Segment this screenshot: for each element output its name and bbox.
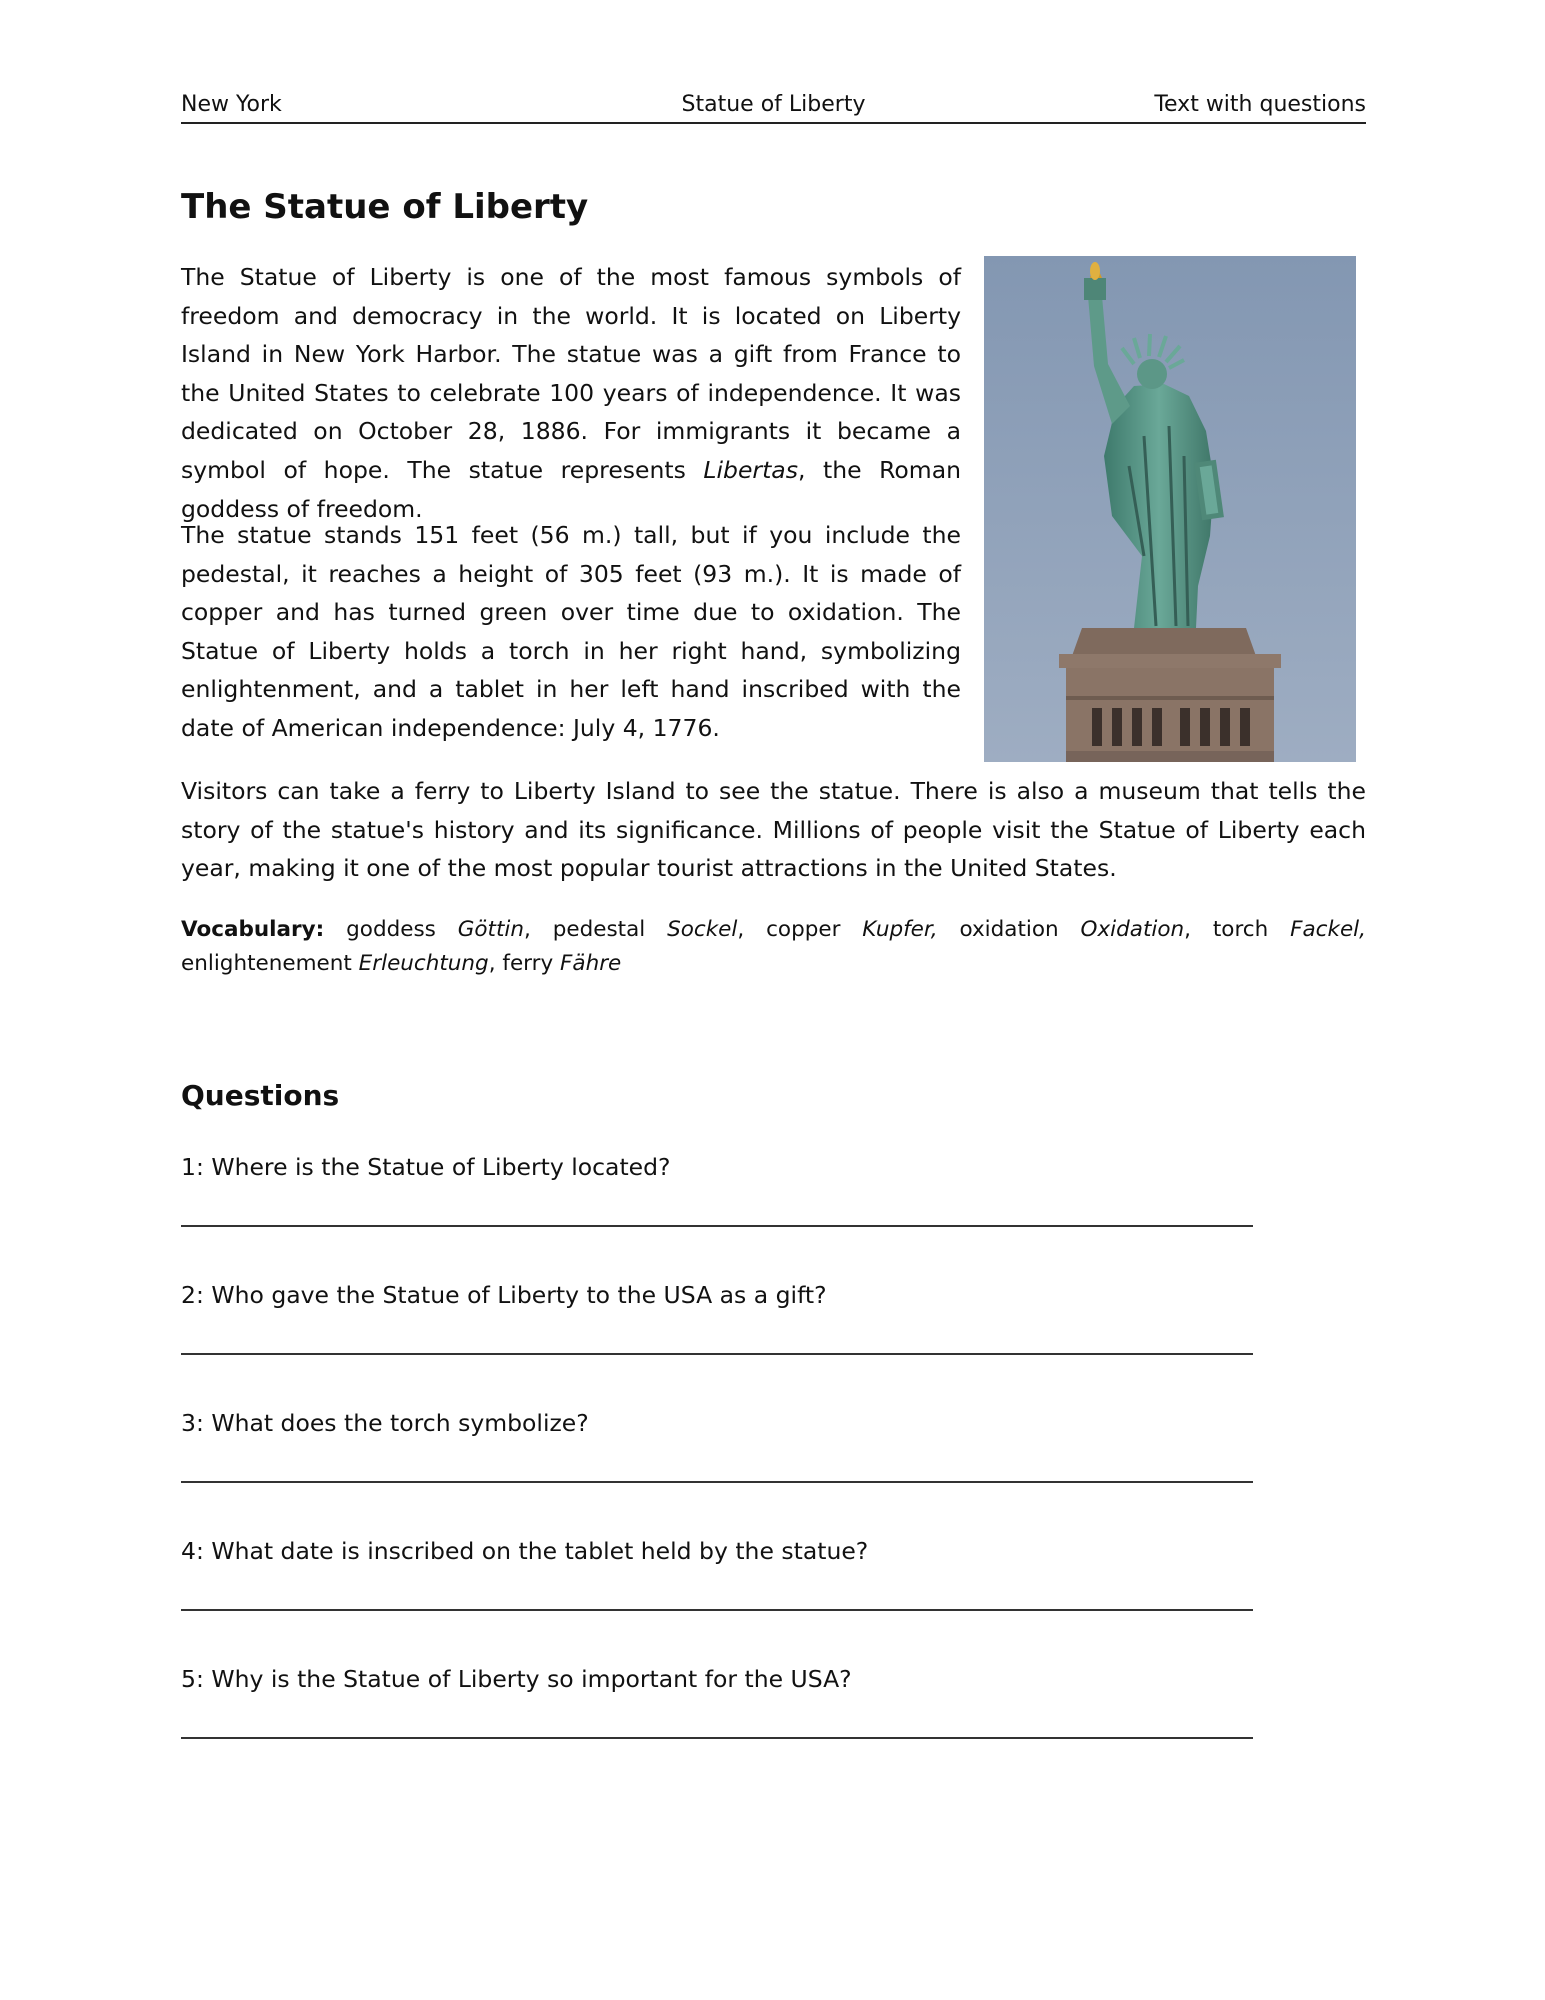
question-item xyxy=(181,1278,1381,1378)
question-item xyxy=(181,1150,1381,1250)
vocab-en: goddess xyxy=(346,917,436,942)
answer-line[interactable] xyxy=(181,1225,1253,1227)
vocab-en: pedestal xyxy=(552,917,646,942)
vocab-en: oxidation xyxy=(959,917,1059,942)
vocabulary-list: Vocabulary: goddess Göttin, pedestal Sockel, copper Kupfer, oxidation Oxidation, torch Fackel, enlightenement Erleuchtung, ferry Fähre xyxy=(181,917,1366,976)
question-item xyxy=(181,1662,1381,1762)
paragraph-visitors: Visitors can take a ferry to Liberty Island to see the statue. There is also a museum that tells the story of the statue's history and its significance. Millions of people visit the Statue of Liberty each year, making it one of the most popular tourist attractions in the United States. xyxy=(181,777,1366,883)
header-right: Text with questions xyxy=(1154,92,1366,117)
paragraph-intro-text: The Statue of Liberty is one of the most famous symbols of freedom and democracy in the world. It is located on Liberty Island in New York Harbor. The statue was a gift from France to the United States to celebrate 100 years of independence. It was dedicated on October 28, 1886. For immigrants it became a symbol of hope. The statue represents xyxy=(181,263,961,484)
vocab-en: copper xyxy=(766,917,841,942)
statue-of-liberty-photo xyxy=(984,256,1356,762)
vocab-de: Fackel, xyxy=(1290,917,1366,942)
question-text: 5: Why is the Statue of Liberty so important for the USA? xyxy=(181,1665,852,1693)
vocabulary-label: Vocabulary: xyxy=(181,917,325,942)
vocab-de: Fähre xyxy=(560,951,622,976)
header-center: Statue of Liberty xyxy=(681,92,866,117)
page-header xyxy=(181,90,1366,124)
vocab-en: ferry xyxy=(502,951,554,976)
question-text: 3: What does the torch symbolize? xyxy=(181,1409,589,1437)
paragraph-facts: The statue stands 151 feet (56 m.) tall, but if you include the pedestal, it reaches a height of 305 feet (93 m.). It is made of copper and has turned green over time due to oxidation. The Statue of Liberty holds a torch in her right hand, symbolizing enlightenment, and a tablet in her left hand inscribed with the date of American independence: July 4, 1776. xyxy=(181,521,961,742)
question-text: 1: Where is the Statue of Liberty located? xyxy=(181,1153,671,1181)
paragraph-intro-end: , the Roman goddess of freedom. xyxy=(181,455,961,523)
question-text: 2: Who gave the Statue of Liberty to the USA as a gift? xyxy=(181,1281,827,1309)
paragraph-intro-italic: Libertas xyxy=(703,455,798,484)
vocab-de: Sockel xyxy=(667,917,738,942)
questions-title: Questions xyxy=(181,1079,340,1112)
paragraph-intro xyxy=(181,258,961,528)
vocab-de: Göttin xyxy=(457,917,525,942)
question-item xyxy=(181,1534,1381,1634)
vocab-de: Erleuchtung xyxy=(358,951,489,976)
answer-line[interactable] xyxy=(181,1737,1253,1739)
vocab-en: torch xyxy=(1212,917,1269,942)
answer-line[interactable] xyxy=(181,1353,1253,1355)
answer-line[interactable] xyxy=(181,1609,1253,1611)
vocab-de: Kupfer, xyxy=(862,917,938,942)
vocab-en: enlightenement xyxy=(181,951,352,976)
question-item xyxy=(181,1406,1381,1506)
vocab-de: Oxidation xyxy=(1080,917,1185,942)
question-text: 4: What date is inscribed on the tablet held by the statue? xyxy=(181,1537,869,1565)
header-left: New York xyxy=(181,92,282,117)
page-title: The Statue of Liberty xyxy=(181,187,589,227)
answer-line[interactable] xyxy=(181,1481,1253,1483)
